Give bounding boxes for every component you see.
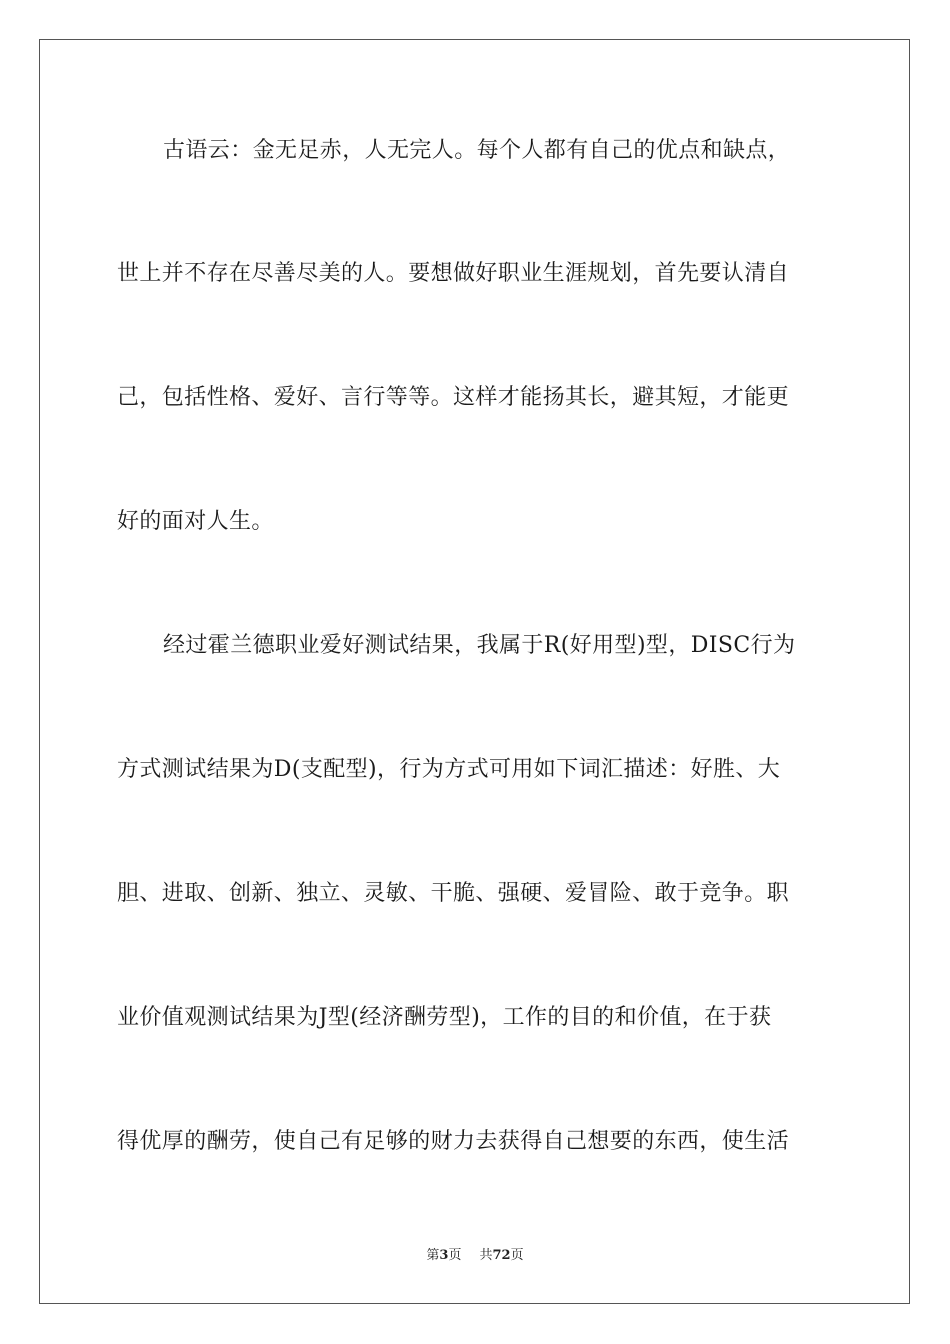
paragraph-2-line-3: 胆、进取、创新、独立、灵敏、干脆、强硬、爱冒险、敢于竞争。职 xyxy=(117,881,790,906)
total-suffix: 页 xyxy=(510,1248,524,1263)
page-number: 3 xyxy=(439,1248,449,1263)
total-pages: 72 xyxy=(492,1248,511,1263)
page-footer xyxy=(0,1247,950,1265)
paragraph-1-line-3: 己，包括性格、爱好、言行等等。这样才能扬其长，避其短，才能更 xyxy=(117,385,790,410)
paragraph-2-line-5: 得优厚的酬劳，使自己有足够的财力去获得自己想要的东西，使生活 xyxy=(117,1129,790,1154)
paragraph-1-line-4: 好的面对人生。 xyxy=(117,509,274,534)
paragraph-2-line-2: 方式测试结果为D(支配型)，行为方式可用如下词汇描述：好胜、大 xyxy=(117,757,781,782)
page-prefix: 第 xyxy=(426,1248,440,1263)
total-prefix: 共 xyxy=(479,1248,493,1263)
paragraph-1-line-2: 世上并不存在尽善尽美的人。要想做好职业生涯规划，首先要认清自 xyxy=(117,261,790,286)
page-suffix: 页 xyxy=(448,1248,462,1263)
paragraph-2-line-1: 经过霍兰德职业爱好测试结果，我属于R(好用型)型，DISC行为 xyxy=(163,633,796,658)
paragraph-1-line-1: 古语云：金无足赤，人无完人。每个人都有自己的优点和缺点， xyxy=(163,138,791,163)
paragraph-2-line-4: 业价值观测试结果为J型(经济酬劳型)，工作的目的和价值，在于获 xyxy=(117,1005,772,1030)
page-border xyxy=(39,39,910,1304)
